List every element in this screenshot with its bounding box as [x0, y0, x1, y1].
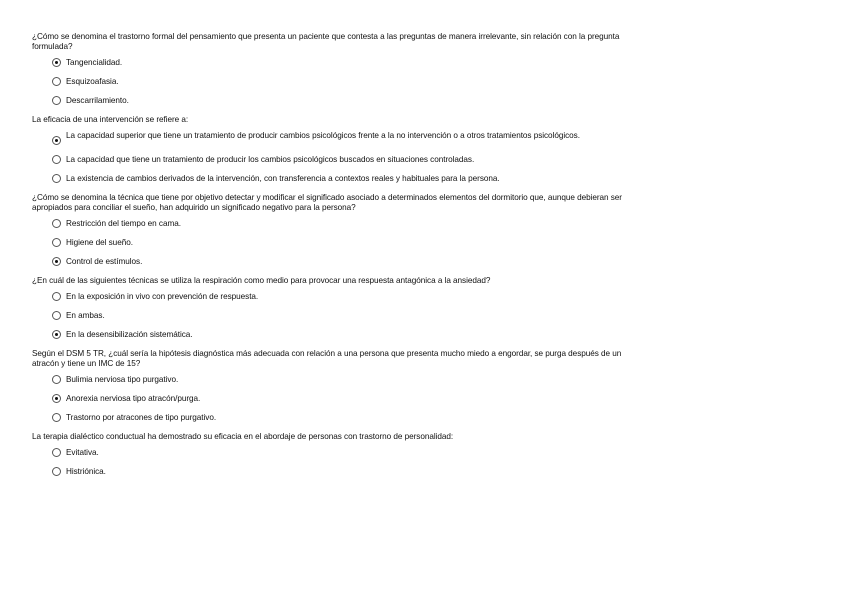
option-label: La capacidad superior que tiene un tratamiento de producir cambios psicológicos frente a la no intervención o a otros tratamientos psicológicos. [66, 131, 580, 140]
radio-empty-icon[interactable] [52, 375, 61, 384]
option-q2-c[interactable] [32, 174, 622, 183]
option-q6-b[interactable] [32, 467, 622, 476]
question-text: ¿Cómo se denomina el trastorno formal del pensamiento que presenta un paciente que contesta a las preguntas de manera irrelevante, sin relación con la pregunta formulada? [32, 32, 620, 51]
radio-selected-icon[interactable] [52, 136, 61, 145]
option-q4-b[interactable] [32, 311, 622, 320]
quiz-page [32, 32, 622, 486]
option-q1-a[interactable] [32, 58, 622, 67]
option-q4-c[interactable] [32, 330, 622, 339]
question-text: ¿En cuál de las siguientes técnicas se utiliza la respiración como medio para provocar una respuesta antagónica a la ansiedad? [32, 276, 491, 285]
options-list [32, 219, 622, 266]
radio-selected-icon[interactable] [52, 330, 61, 339]
radio-empty-icon[interactable] [52, 155, 61, 164]
option-label: Descarrilamiento. [66, 96, 129, 105]
radio-empty-icon[interactable] [52, 292, 61, 301]
option-label: Esquizoafasia. [66, 77, 119, 86]
radio-empty-icon[interactable] [52, 448, 61, 457]
question-2 [32, 115, 622, 183]
question-1 [32, 32, 622, 105]
radio-empty-icon[interactable] [52, 311, 61, 320]
option-label: Tangencialidad. [66, 58, 123, 67]
option-label: Higiene del sueño. [66, 238, 133, 247]
option-label: En la exposición in vivo con prevención de respuesta. [66, 292, 259, 301]
option-q4-a[interactable] [32, 292, 622, 301]
radio-empty-icon[interactable] [52, 174, 61, 183]
option-label: Evitativa. [66, 448, 99, 457]
radio-empty-icon[interactable] [52, 467, 61, 476]
option-label: Trastorno por atracones de tipo purgativo. [66, 413, 217, 422]
radio-selected-icon[interactable] [52, 394, 61, 403]
option-label: La capacidad que tiene un tratamiento de producir los cambios psicológicos buscados en situaciones controladas. [66, 155, 475, 164]
question-text: La eficacia de una intervención se refiere a: [32, 115, 189, 124]
option-label: En ambas. [66, 311, 105, 320]
options-list [32, 58, 622, 105]
radio-selected-icon[interactable] [52, 257, 61, 266]
radio-empty-icon[interactable] [52, 96, 61, 105]
options-list [32, 131, 622, 183]
option-q2-b[interactable] [32, 155, 622, 164]
radio-empty-icon[interactable] [52, 219, 61, 228]
option-label: Restricción del tiempo en cama. [66, 219, 181, 228]
radio-selected-icon[interactable] [52, 58, 61, 67]
option-q6-a[interactable] [32, 448, 622, 457]
radio-empty-icon[interactable] [52, 77, 61, 86]
question-3 [32, 193, 622, 266]
option-q5-b[interactable] [32, 394, 622, 403]
radio-empty-icon[interactable] [52, 413, 61, 422]
options-list [32, 448, 622, 476]
question-6 [32, 432, 622, 476]
options-list [32, 292, 622, 339]
option-label: En la desensibilización sistemática. [66, 330, 193, 339]
option-q2-a[interactable] [32, 131, 622, 145]
question-5 [32, 349, 622, 422]
question-4 [32, 276, 622, 339]
option-label: Bulimia nerviosa tipo purgativo. [66, 375, 179, 384]
question-text: ¿Cómo se denomina la técnica que tiene por objetivo detectar y modificar el significado asociado a determinados elementos del dormitorio que, aunque debieran ser apropiados para conciliar el sueño, han adquirido un significado negativo para la persona? [32, 193, 622, 212]
radio-empty-icon[interactable] [52, 238, 61, 247]
option-q1-b[interactable] [32, 77, 622, 86]
options-list [32, 375, 622, 422]
option-q3-c[interactable] [32, 257, 622, 266]
option-q1-c[interactable] [32, 96, 622, 105]
option-label: Control de estímulos. [66, 257, 143, 266]
option-q3-b[interactable] [32, 238, 622, 247]
option-label: Anorexia nerviosa tipo atracón/purga. [66, 394, 201, 403]
option-q5-c[interactable] [32, 413, 622, 422]
option-label: La existencia de cambios derivados de la intervención, con transferencia a contextos reales y habituales para la persona. [66, 174, 500, 183]
option-label: Histriónica. [66, 467, 106, 476]
question-text: La terapia dialéctico conductual ha demostrado su eficacia en el abordaje de personas con trastorno de personalidad: [32, 432, 454, 441]
option-q5-a[interactable] [32, 375, 622, 384]
option-q3-a[interactable] [32, 219, 622, 228]
question-text: Según el DSM 5 TR, ¿cuál sería la hipótesis diagnóstica más adecuada con relación a una persona que presenta mucho miedo a engordar, se purga después de un atracón y tiene un IMC de 15? [32, 349, 622, 368]
